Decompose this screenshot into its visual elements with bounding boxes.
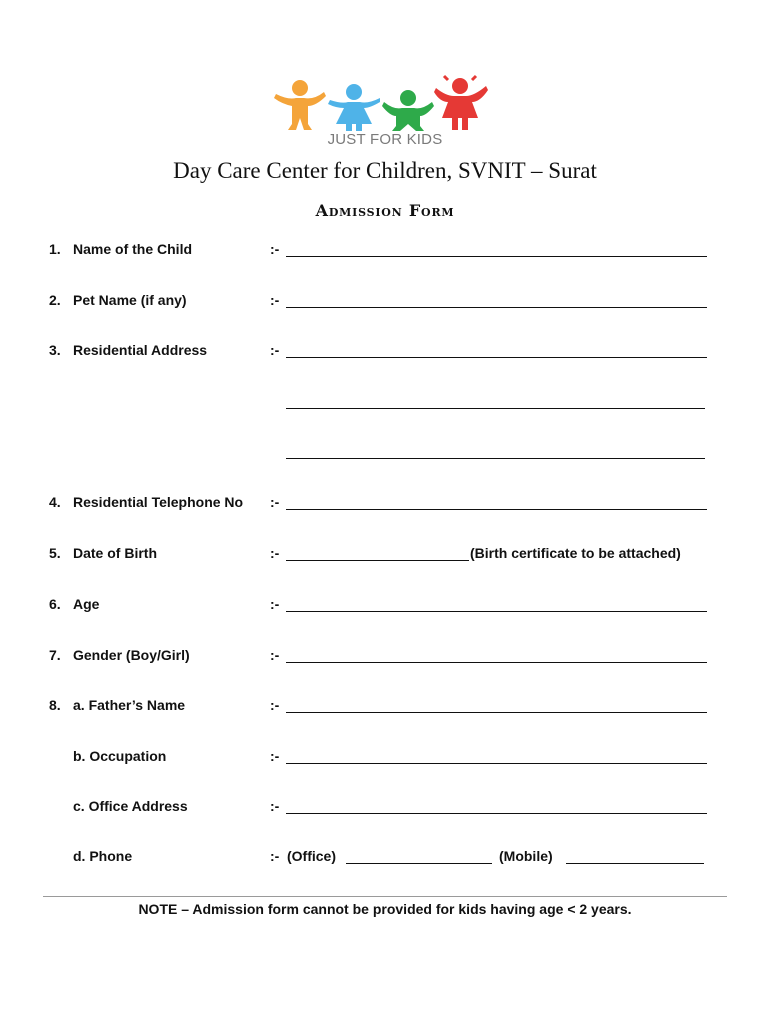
gender-input[interactable] [286,662,707,663]
footer-note: NOTE – Admission form cannot be provided for kids having age < 2 years. [138,901,632,917]
mobile-phone-label: (Mobile) [499,848,553,864]
field-number: 4. [49,494,61,510]
field-separator: :- [270,697,280,713]
field-separator: :- [270,848,280,864]
field-row-age [0,596,770,616]
field-label: b. Occupation [73,748,167,764]
address-input-line-2[interactable] [286,408,705,409]
field-label: Date of Birth [73,545,157,561]
office-phone-input[interactable] [346,863,492,864]
field-label: a. Father’s Name [73,697,186,713]
pet-name-input[interactable] [286,307,707,308]
logo-text: JUST FOR KIDS [327,131,443,148]
field-row-gender [0,647,770,667]
field-row-pet-name [0,292,770,312]
field-row-office-address [0,798,770,818]
field-number: 7. [49,647,61,663]
field-label: Residential Telephone No [73,494,244,510]
field-row-phone [0,848,770,868]
occupation-input[interactable] [286,763,707,764]
field-label: d. Phone [73,848,133,864]
divider [43,896,727,897]
page-title: Day Care Center for Children, SVNIT – Surat [173,158,597,183]
date-of-birth-input[interactable] [286,560,469,561]
field-label: Gender (Boy/Girl) [73,647,190,663]
telephone-input[interactable] [286,509,707,510]
office-phone-label: (Office) [287,848,336,864]
child-name-input[interactable] [286,256,707,257]
field-number: 8. [49,697,61,713]
field-separator: :- [270,748,280,764]
field-number: 5. [49,545,61,561]
field-label: Residential Address [73,342,208,358]
address-input-line-3[interactable] [286,458,705,459]
field-row-father-name [0,697,770,717]
birth-certificate-hint: (Birth certificate to be attached) [470,545,681,561]
field-row-occupation [0,748,770,768]
red-child-figure [434,76,488,130]
field-separator: :- [270,342,280,358]
field-row-child-name [0,241,770,261]
field-label: Age [73,596,100,612]
field-separator: :- [270,494,280,510]
field-row-residential-address [0,342,770,362]
field-label: Name of the Child [73,241,193,257]
father-name-input[interactable] [286,712,707,713]
field-number: 6. [49,596,61,612]
field-number: 3. [49,342,61,358]
field-row-telephone [0,494,770,514]
green-child-figure [382,90,434,131]
field-separator: :- [270,241,280,257]
field-number: 1. [49,241,61,257]
field-number: 2. [49,292,61,308]
field-label: Pet Name (if any) [73,292,187,308]
blue-child-figure [328,84,380,131]
form-subtitle: Admission Form [315,201,455,220]
orange-child-figure [274,80,326,130]
field-separator: :- [270,798,280,814]
field-separator: :- [270,545,280,561]
field-separator: :- [270,596,280,612]
age-input[interactable] [286,611,707,612]
field-separator: :- [270,647,280,663]
field-label: c. Office Address [73,798,188,814]
kids-logo-image [268,74,496,132]
mobile-phone-input[interactable] [566,863,704,864]
address-input-line-1[interactable] [286,357,707,358]
field-separator: :- [270,292,280,308]
office-address-input[interactable] [286,813,707,814]
